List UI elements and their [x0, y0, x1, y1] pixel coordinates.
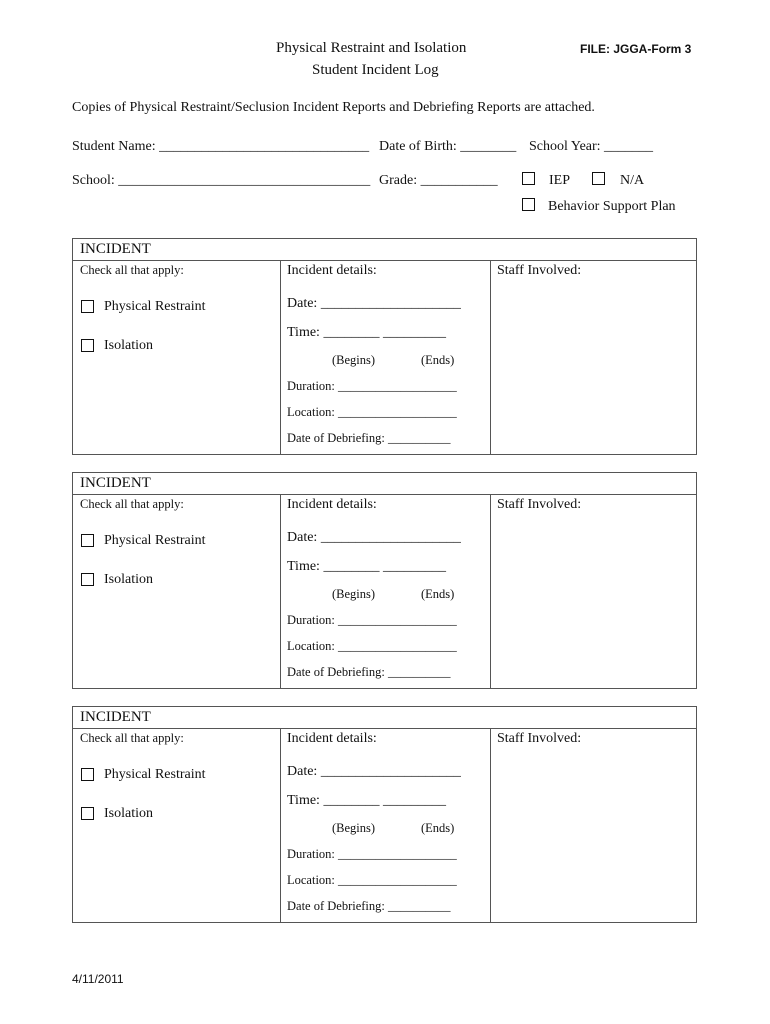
incident-heading: INCIDENT [80, 241, 151, 257]
incident-heading: INCIDENT [80, 475, 151, 491]
isolation-label: Isolation [104, 806, 153, 821]
ends-label: (Ends) [421, 821, 455, 835]
page-title-line2: Student Incident Log [312, 62, 439, 78]
column-divider [490, 495, 491, 688]
check-all-label: Check all that apply: [80, 731, 184, 745]
ends-label: (Ends) [421, 587, 455, 601]
physical-restraint-label: Physical Restraint [104, 533, 206, 548]
intro-text: Copies of Physical Restraint/Seclusion Incident Reports and Debriefing Reports are attached. [72, 100, 595, 115]
isolation-checkbox[interactable] [81, 573, 94, 586]
isolation-label: Isolation [104, 338, 153, 353]
incident-details-heading: Incident details: [287, 497, 377, 512]
date-field[interactable]: Date: ____________________ [287, 764, 461, 779]
physical-restraint-checkbox[interactable] [81, 534, 94, 547]
school-field[interactable]: School: ____________________________________ [72, 173, 371, 188]
duration-field[interactable]: Duration: ___________________ [287, 613, 457, 627]
isolation-checkbox[interactable] [81, 339, 94, 352]
location-field[interactable]: Location: ___________________ [287, 639, 457, 653]
debriefing-date-field[interactable]: Date of Debriefing: __________ [287, 899, 451, 913]
duration-field[interactable]: Duration: ___________________ [287, 847, 457, 861]
incident-details-heading: Incident details: [287, 263, 377, 278]
iep-label: IEP [549, 173, 570, 188]
time-field[interactable]: Time: ________ _________ [287, 559, 446, 574]
column-divider [280, 261, 281, 454]
incident-header [73, 707, 696, 729]
incident-header [73, 473, 696, 495]
time-field[interactable]: Time: ________ _________ [287, 793, 446, 808]
staff-involved-heading: Staff Involved: [497, 731, 582, 746]
grade-field[interactable]: Grade: ___________ [379, 173, 498, 188]
incident-block-1 [72, 238, 697, 455]
duration-field[interactable]: Duration: ___________________ [287, 379, 457, 393]
na-checkbox[interactable] [592, 172, 605, 185]
school-year-field[interactable]: School Year: _______ [529, 139, 654, 154]
staff-involved-heading: Staff Involved: [497, 263, 582, 278]
physical-restraint-label: Physical Restraint [104, 299, 206, 314]
incident-details-heading: Incident details: [287, 731, 377, 746]
student-name-field[interactable]: Student Name: ______________________________ [72, 139, 370, 154]
column-divider [490, 261, 491, 454]
footer-date: 4/11/2011 [72, 972, 124, 986]
check-all-label: Check all that apply: [80, 263, 184, 277]
column-divider [280, 729, 281, 922]
physical-restraint-label: Physical Restraint [104, 767, 206, 782]
debriefing-date-field[interactable]: Date of Debriefing: __________ [287, 431, 451, 445]
begins-label: (Begins) [332, 821, 376, 835]
date-field[interactable]: Date: ____________________ [287, 296, 461, 311]
ends-label: (Ends) [421, 353, 455, 367]
time-field[interactable]: Time: ________ _________ [287, 325, 446, 340]
date-of-birth-field[interactable]: Date of Birth: ________ [379, 139, 517, 154]
location-field[interactable]: Location: ___________________ [287, 405, 457, 419]
check-all-label: Check all that apply: [80, 497, 184, 511]
behavior-support-plan-checkbox[interactable] [522, 198, 535, 211]
physical-restraint-checkbox[interactable] [81, 768, 94, 781]
isolation-label: Isolation [104, 572, 153, 587]
page-title-line1: Physical Restraint and Isolation [276, 40, 467, 56]
behavior-support-plan-label: Behavior Support Plan [548, 199, 676, 214]
column-divider [280, 495, 281, 688]
file-code: FILE: JGGA-Form 3 [580, 42, 692, 56]
date-field[interactable]: Date: ____________________ [287, 530, 461, 545]
incident-block-2 [72, 472, 697, 689]
incident-heading: INCIDENT [80, 709, 151, 725]
physical-restraint-checkbox[interactable] [81, 300, 94, 313]
begins-label: (Begins) [332, 587, 376, 601]
na-label: N/A [620, 173, 645, 188]
incident-block-3 [72, 706, 697, 923]
debriefing-date-field[interactable]: Date of Debriefing: __________ [287, 665, 451, 679]
isolation-checkbox[interactable] [81, 807, 94, 820]
begins-label: (Begins) [332, 353, 376, 367]
incident-header [73, 239, 696, 261]
staff-involved-heading: Staff Involved: [497, 497, 582, 512]
iep-checkbox[interactable] [522, 172, 535, 185]
location-field[interactable]: Location: ___________________ [287, 873, 457, 887]
column-divider [490, 729, 491, 922]
